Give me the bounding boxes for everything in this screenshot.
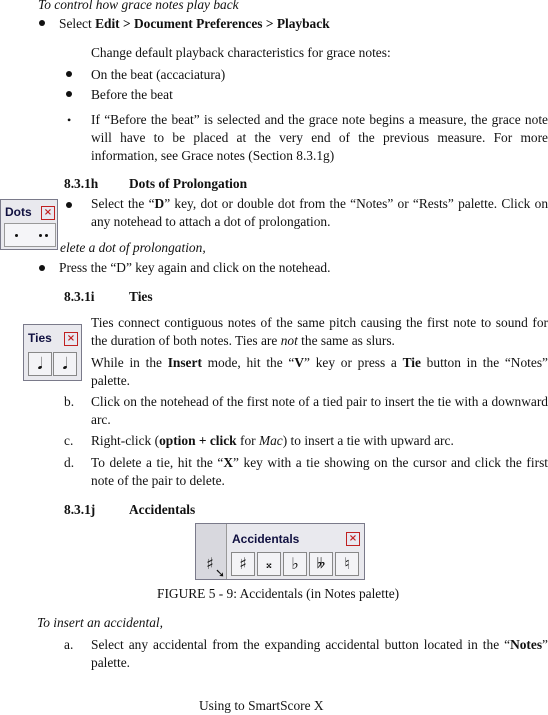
cursor-arrow-icon: ➘ bbox=[215, 566, 226, 580]
sharp-icon[interactable]: ♯ bbox=[206, 554, 214, 573]
dots-palette-title: Dots bbox=[5, 205, 32, 219]
change-default-text: Change default playback characteristics for grace notes: bbox=[91, 45, 391, 60]
close-icon[interactable]: × bbox=[346, 532, 360, 546]
section-title-accidentals: Accidentals bbox=[129, 502, 196, 517]
option-before-beat: Before the beat bbox=[91, 87, 173, 102]
before-beat-note: If “Before the beat” is selected and the grace note begins a measure, the grace note will have to be placed at the very end of the previous measure. For more information, see Grace notes (Section 8.3.1g) bbox=[91, 112, 548, 163]
step-d-label: d. bbox=[64, 455, 75, 470]
step-b-label: b. bbox=[64, 394, 75, 409]
section-title-dots: Dots of Prolongation bbox=[129, 176, 248, 191]
bullet bbox=[66, 91, 72, 97]
flat-button[interactable]: ♭ bbox=[283, 552, 307, 576]
bullet bbox=[39, 20, 45, 26]
section-number-j: 8.3.1j bbox=[64, 502, 96, 517]
step-a-text: Select any accidental from the expanding accidental button located in the “Notes” palette. bbox=[91, 637, 548, 670]
double-dot-button-second[interactable] bbox=[45, 234, 48, 237]
close-icon[interactable]: × bbox=[64, 332, 78, 346]
section-number-i: 8.3.1i bbox=[64, 289, 95, 304]
sharp-button[interactable]: ♯ bbox=[231, 552, 255, 576]
bullet bbox=[39, 265, 45, 271]
tie-down-button[interactable]: 𝅘𝅥 bbox=[28, 352, 52, 376]
insert-accidental-heading: To insert an accidental, bbox=[37, 615, 163, 630]
ties-paragraph-1: Ties connect contiguous notes of the same pitch causing the first note to sound for the duration of both notes. Ties are not the same as slurs. bbox=[91, 315, 548, 348]
bullet bbox=[66, 71, 72, 77]
option-on-beat: On the beat (accaciatura) bbox=[91, 67, 226, 82]
bullet bbox=[66, 202, 72, 208]
notes-palette-edge bbox=[196, 524, 227, 579]
delete-dot-heading: elete a dot of prolongation, bbox=[60, 240, 206, 255]
dots-instruction: Select the “D” key, dot or double dot from the “Notes” or “Rests” palette. Click on any notehead to attach a dot of prolongation. bbox=[91, 196, 548, 229]
delete-dot-step: Press the “D” key again and click on the notehead. bbox=[59, 260, 331, 275]
tie-up-button[interactable]: 𝅘𝅥 bbox=[53, 352, 77, 376]
dots-palette[interactable] bbox=[0, 199, 58, 250]
step-c-label: c. bbox=[64, 433, 74, 448]
accidentals-palette[interactable] bbox=[195, 523, 365, 580]
section-number-h: 8.3.1h bbox=[64, 176, 99, 191]
select-menu-line: Select Edit > Document Preferences > Playback bbox=[59, 16, 330, 31]
double-dot-button[interactable] bbox=[39, 234, 42, 237]
close-icon[interactable]: × bbox=[41, 206, 55, 220]
small-bullet: • bbox=[67, 113, 72, 127]
double-flat-button[interactable]: 𝄫 bbox=[309, 552, 333, 576]
intro-line: To control how grace notes play back bbox=[38, 0, 239, 12]
double-sharp-button[interactable]: 𝄪 bbox=[257, 552, 281, 576]
single-dot-button[interactable] bbox=[15, 234, 18, 237]
page-footer: Using to SmartScore X bbox=[199, 698, 324, 713]
step-b-text: Click on the notehead of the first note of a tied pair to insert the tie with a downward arc. bbox=[91, 394, 548, 427]
ties-palette-title: Ties bbox=[28, 331, 52, 345]
ties-palette[interactable] bbox=[23, 324, 82, 381]
step-a-label: a. bbox=[64, 637, 74, 652]
figure-caption: FIGURE 5 - 9: Accidentals (in Notes palette) bbox=[157, 586, 400, 601]
section-title-ties: Ties bbox=[129, 289, 153, 304]
natural-button[interactable]: ♮ bbox=[335, 552, 359, 576]
dot-buttons bbox=[4, 223, 56, 247]
ties-paragraph-2: While in the Insert mode, hit the “V” key or press a Tie button in the “Notes” palette. bbox=[91, 355, 548, 388]
menu-path: Edit > Document Preferences > Playback bbox=[95, 16, 330, 31]
step-d-text: To delete a tie, hit the “X” key with a tie showing on the cursor and click the first note of the pair to delete. bbox=[91, 455, 548, 488]
step-c-text: Right-click (option + click for Mac) to insert a tie with upward arc. bbox=[91, 433, 454, 448]
accidentals-palette-title: Accidentals bbox=[232, 532, 300, 546]
